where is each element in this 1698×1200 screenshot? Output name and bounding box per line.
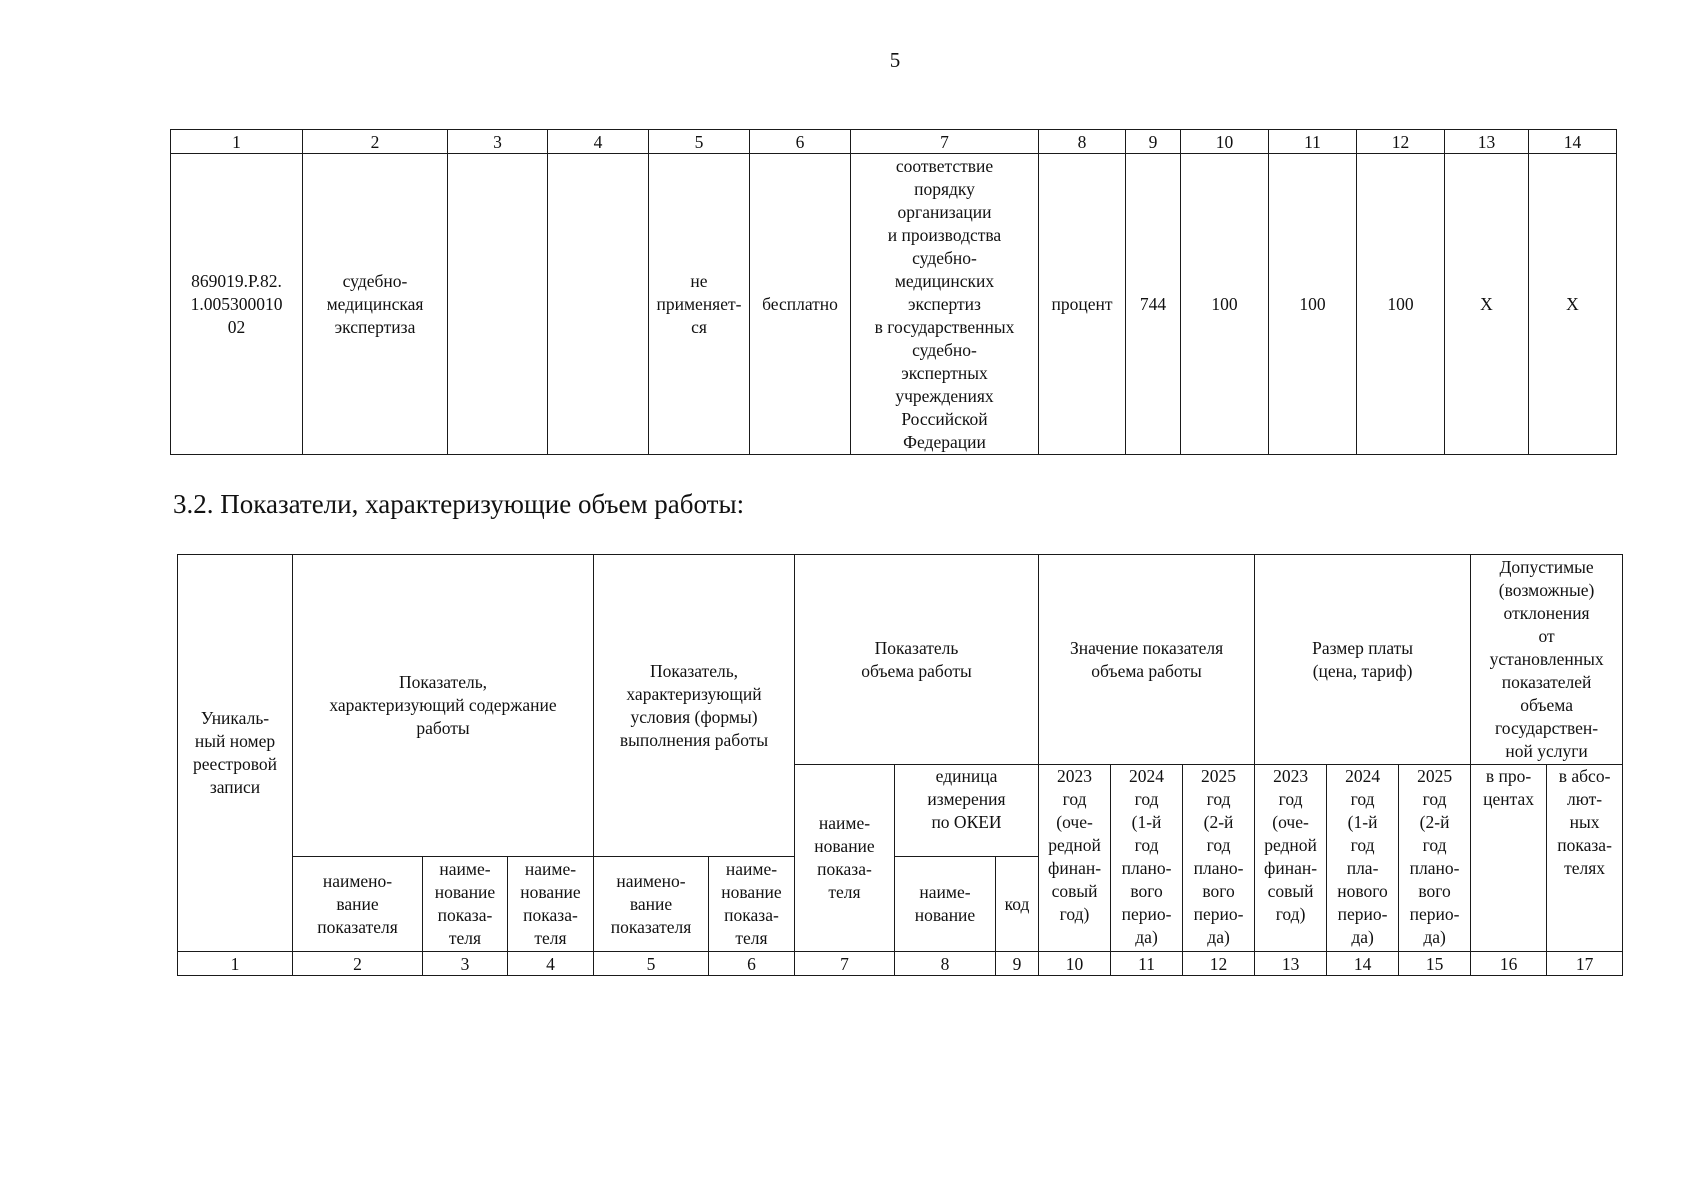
pay-2025-header: 2025 год (2-й год плано- вого перио- да) (1399, 765, 1471, 952)
content-indicator-header: Показатель, характеризующий содержание работы (293, 555, 594, 857)
deviation-absolute-cell: Х (1529, 154, 1617, 455)
pay-2024-header: 2024 год (1-й год пла- нового перио- да) (1327, 765, 1399, 952)
value-2024-header: 2024 год (1-й год плано- вого перио- да) (1111, 765, 1183, 952)
column-number: 12 (1357, 130, 1445, 154)
unit-code-cell: 744 (1126, 154, 1181, 455)
column-number: 7 (795, 952, 895, 976)
column-number: 6 (750, 130, 851, 154)
empty-cell (548, 154, 649, 455)
unit-name-cell: процент (1039, 154, 1126, 455)
payment-size-header: Размер платы (цена, тариф) (1255, 555, 1471, 765)
column-number: 11 (1111, 952, 1183, 976)
column-number-row (171, 130, 1617, 154)
column-number: 8 (895, 952, 996, 976)
column-number: 10 (1181, 130, 1269, 154)
empty-cell (448, 154, 548, 455)
page-number: 5 (889, 48, 901, 72)
allowed-deviations-header: Допустимые (возможные) отклонения от установленных показателей объема государствен- ной услуги (1471, 555, 1623, 765)
column-number: 15 (1399, 952, 1471, 976)
content-name-1-header: наимено- вание показателя (293, 857, 423, 952)
unit-name-header: наиме- нование (895, 857, 996, 952)
deviation-percent-header: в про- центах (1471, 765, 1547, 952)
content-name-2-header: наиме- нование показа- теля (423, 857, 508, 952)
registry-number-cell: 869019.Р.82. 1.005300010 02 (171, 154, 303, 455)
column-number: 1 (178, 952, 293, 976)
condition-name-2-header: наиме- нование показа- теля (709, 857, 795, 952)
column-number: 2 (293, 952, 423, 976)
unit-code-header: код (996, 857, 1039, 952)
column-number: 1 (171, 130, 303, 154)
unit-okei-header: единица измерения по ОКЕИ (895, 765, 1039, 857)
column-number-row (178, 952, 1623, 976)
column-number: 14 (1327, 952, 1399, 976)
table-row (171, 154, 1617, 455)
value-2024-cell: 100 (1269, 154, 1357, 455)
value-2025-cell: 100 (1357, 154, 1445, 455)
quality-indicators-table (170, 129, 1617, 455)
column-number: 4 (508, 952, 594, 976)
column-number: 3 (423, 952, 508, 976)
column-number: 5 (649, 130, 750, 154)
column-number: 14 (1529, 130, 1617, 154)
column-number: 9 (996, 952, 1039, 976)
volume-indicator-header: Показатель объема работы (795, 555, 1039, 765)
column-number: 7 (851, 130, 1039, 154)
deviation-percent-cell: Х (1445, 154, 1529, 455)
condition-indicator-header: Показатель, характеризующий условия (формы) выполнения работы (594, 555, 795, 857)
payment-cell: бесплатно (750, 154, 851, 455)
column-number: 4 (548, 130, 649, 154)
column-number: 17 (1547, 952, 1623, 976)
column-number: 16 (1471, 952, 1547, 976)
deviation-absolute-header: в абсо- лют- ных показа- телях (1547, 765, 1623, 952)
pay-2023-header: 2023 год (оче- редной финан- совый год) (1255, 765, 1327, 952)
registry-number-header: Уникаль- ный номер реестровой записи (178, 555, 293, 952)
value-2023-cell: 100 (1181, 154, 1269, 455)
volume-name-header: наиме- нование показа- теля (795, 765, 895, 952)
volume-indicators-table (177, 554, 1623, 976)
column-number: 13 (1445, 130, 1529, 154)
condition-cell: не применяет- ся (649, 154, 750, 455)
column-number: 12 (1183, 952, 1255, 976)
column-number: 13 (1255, 952, 1327, 976)
value-2023-header: 2023 год (оче- редной финан- совый год) (1039, 765, 1111, 952)
header-row-1 (178, 555, 1623, 765)
column-number: 8 (1039, 130, 1126, 154)
column-number: 11 (1269, 130, 1357, 154)
condition-name-1-header: наимено- вание показателя (594, 857, 709, 952)
content-indicator-cell: судебно- медицинская экспертиза (303, 154, 448, 455)
quality-indicator-cell: соответствие порядку организации и производства судебно- медицинских экспертиз в государственных судебно- экспертных учреждениях Российской Федерации (851, 154, 1039, 455)
column-number: 2 (303, 130, 448, 154)
section-title: 3.2. Показатели, характеризующие объем работы: (173, 489, 745, 519)
column-number: 5 (594, 952, 709, 976)
column-number: 6 (709, 952, 795, 976)
value-2025-header: 2025 год (2-й год плано- вого перио- да) (1183, 765, 1255, 952)
content-name-3-header: наиме- нование показа- теля (508, 857, 594, 952)
column-number: 9 (1126, 130, 1181, 154)
volume-value-header: Значение показателя объема работы (1039, 555, 1255, 765)
column-number: 3 (448, 130, 548, 154)
column-number: 10 (1039, 952, 1111, 976)
